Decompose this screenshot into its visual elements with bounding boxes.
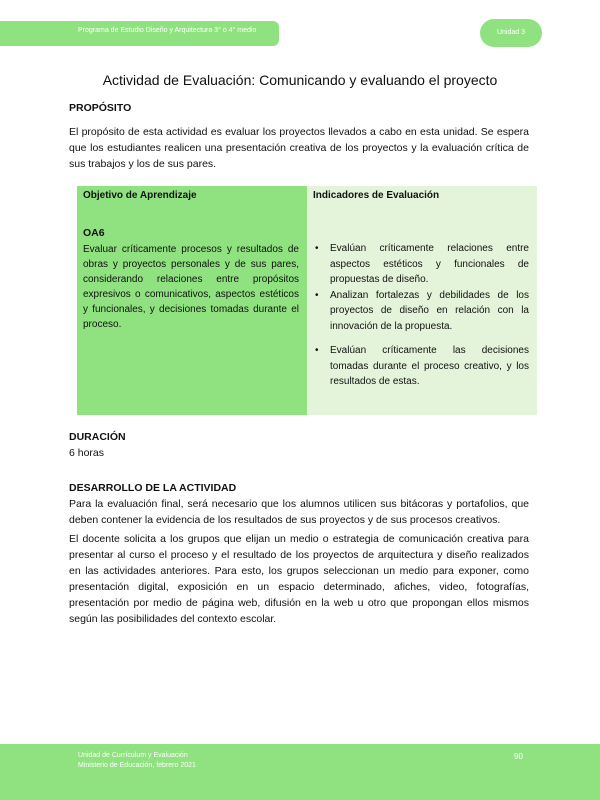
indicator-list <box>313 241 529 390</box>
indicator-text: Evalúan críticamente relaciones entre aspectos estéticos y funcionales de propuestas de diseño. <box>330 243 529 285</box>
unit-badge: Unidad 3 <box>480 19 542 47</box>
indicator-text: Evalúan críticamente las decisiones tomadas durante el proceso creativo, y los resultados de estas. <box>330 345 529 387</box>
footer-line-2: Ministerio de Educación, febrero 2021 <box>78 762 196 769</box>
list-item <box>313 288 529 335</box>
col1-header: Objetivo de Aprendizaje <box>83 190 197 201</box>
duration-text: 6 horas <box>69 447 105 459</box>
list-item <box>313 241 529 288</box>
page-title: Actividad de Evaluación: Comunicando y evaluando el proyecto <box>102 72 498 88</box>
bullet-icon: • <box>315 345 319 356</box>
col2-header: Indicadores de Evaluación <box>313 190 440 201</box>
duration-heading: DURACIÓN <box>69 431 126 443</box>
bullet-icon: • <box>315 289 319 301</box>
page-number: 90 <box>514 752 523 761</box>
list-item <box>313 343 529 390</box>
development-paragraph-1: Para la evaluación final, será necesario que los alumnos utilicen sus bitácoras y portafolios, que deben contener la evidencia de los resultados de sus proyectos y de sus procesos creativos. <box>69 498 529 526</box>
bullet-icon: • <box>315 243 319 254</box>
indicators-column <box>307 186 537 415</box>
footer-line-1: Unidad de Currículum y Evaluación <box>78 752 188 759</box>
purpose-text: El propósito de esta actividad es evaluar los proyectos llevados a cabo en esta unidad. Se espera que los estudiantes realicen una presentación creativa de los proyectos y la evaluación crítica de sus trabajos y los de sus pares. <box>69 126 529 170</box>
learning-objective-column <box>77 186 307 415</box>
indicator-text: Analizan fortalezas y debilidades de los proyectos de diseño en relación con la innovación de la propuesta. <box>330 289 529 332</box>
program-title: Programa de Estudio Diseño y Arquitectura 3° o 4° medio <box>78 27 257 34</box>
purpose-heading: PROPÓSITO <box>69 102 132 114</box>
evaluation-table <box>77 186 537 415</box>
development-heading: DESARROLLO DE LA ACTIVIDAD <box>69 482 237 494</box>
oa-text: Evaluar críticamente procesos y resultados de obras y proyectos personales y de sus pares, considerando relaciones entre propósitos expresivos o comunicativos, aspectos estéticos y funcionales, y decisiones tomadas durante el proceso. <box>83 244 299 330</box>
oa-code: OA6 <box>83 227 105 239</box>
development-paragraph-2: El docente solicita a los grupos que elijan un medio o estrategia de comunicación creativa para presentar al curso el proceso y el resultado de los proyectos de arquitectura y diseño realizados en las actividades anteriores. Para esto, los grupos seleccionan un medio para exponer, como presentación digital, exposición en un espacio determinado, afiches, video, fotografías, presentación por medio de página web, difusión en la web u otro que propongan ellos mismos según las posibilidades del contexto escolar. <box>69 533 529 625</box>
